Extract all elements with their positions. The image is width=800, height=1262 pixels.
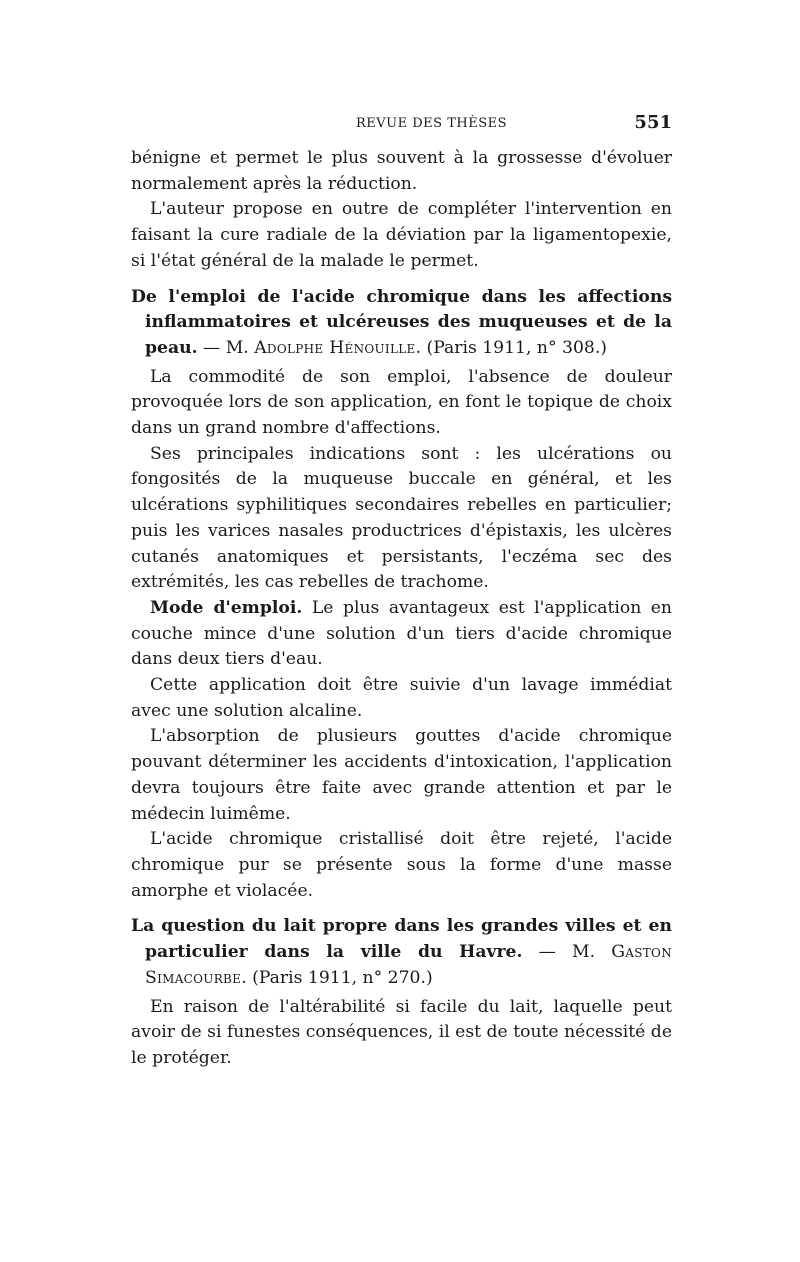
page-number: 551 [634, 112, 672, 133]
thesis-reference: . (Paris 1911, n° 270.) [241, 967, 433, 988]
thesis-title: La question du lait propre dans les grandes villes et en particulier dans la ville du Havre. [131, 916, 672, 963]
entry-separator: — M. [522, 942, 612, 963]
thesis-reference: . (Paris 1911, n° 308.) [415, 337, 607, 358]
paragraph-lead: Mode d'emploi. [150, 597, 303, 618]
paragraph: La commodité de son emploi, l'absence de douleur provoquée lors de son application, en font le topique de choix dans un grand nombre d'affections. [131, 366, 672, 439]
thesis-author: Adolphe Hénouille [254, 337, 416, 358]
entry-separator: — M. [197, 337, 255, 358]
document-page [131, 112, 672, 1072]
running-title: REVUE DES THÈSES [356, 116, 507, 131]
paragraph [131, 596, 672, 673]
paragraph: En raison de l'altérabilité si facile du lait, laquelle peut avoir de si funestes conséquences, il est de toute nécessité de le protéger. [131, 996, 672, 1068]
thesis-entry-heading [131, 914, 672, 991]
paragraph: L'auteur propose en outre de compléter l'intervention en faisant la cure radiale de la déviation par la ligamentopexie, si l'état général de la malade le permet. [131, 199, 672, 271]
paragraph: bénigne et permet le plus souvent à la grossesse d'évoluer normalement après la réduction. [131, 148, 672, 194]
paragraph: Ses principales indications sont : les ulcérations ou fongosités de la muqueuse buccale en général, et les ulcérations syphilitiques secondaires rebelles en particulier; puis les varices nasales productrices d'épistaxis, les ulcères cutanés anatomiques et persistants, l'eczéma sec des extrémités, les cas rebelles de trachome. [131, 443, 672, 593]
paragraph: Cette application doit être suivie d'un lavage immédiat avec une solution alcaline. [131, 675, 672, 721]
thesis-entry-heading [131, 285, 672, 362]
paragraph-text: Le plus avantageux est l'application en couche mince d'une solution d'un tiers d'acide chromique dans deux tiers d'eau. [131, 597, 672, 670]
paragraph: L'absorption de plusieurs gouttes d'acide chromique pouvant déterminer les accidents d'intoxication, l'application devra toujours être faite avec grande attention et par le médecin luimême. [131, 726, 672, 824]
thesis-author: Gaston Simacourbe [145, 942, 672, 988]
thesis-title: De l'emploi de l'acide chromique dans les affections inflammatoires et ulcéreuses des muqueuses et de la peau. [131, 286, 672, 358]
paragraph: L'acide chromique cristallisé doit être rejeté, l'acide chromique pur se présente sous la forme d'une masse amorphe et violacée. [131, 829, 672, 901]
page-header [131, 112, 672, 138]
